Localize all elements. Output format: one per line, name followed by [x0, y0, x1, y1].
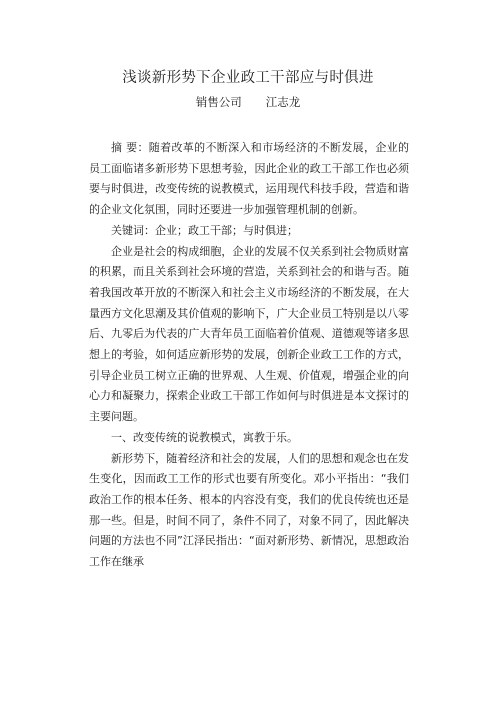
section-heading: 一、改变传统的说教模式，寓教于乐。 [111, 430, 298, 444]
author-name: 江志龙 [265, 95, 301, 109]
author-unit: 销售公司 [195, 95, 242, 109]
section-paragraph: 新形势下，随着经济和社会的发展，人们的思想和观念也在发生变化，因而政工工作的形式也要有所变化。邓小平指出：“我们政治工作的根本任务、根本的内容没有变，我们的优良传统也还是那一些。但是，时间不同了，条件不同了，对象不同了，因此解决问题的方法也不同”江泽民指出：“面对新形势、新情况，思想政治工作在继承 [89, 451, 409, 569]
document-title: 浅谈新形势下企业政工干部应与时俱进 [122, 70, 374, 86]
document-body [89, 138, 409, 573]
keywords-paragraph: 关键词：企业；政工干部；与时俱进； [111, 223, 298, 237]
intro-paragraph: 企业是社会的构成细胞，企业的发展不仅关系到社会物质财富的积累，而且关系到社会环境的营造，关系到社会的和谐与否。随着我国改革开放的不断深入和社会主义市场经济的不断发展，在大量西方文化思潮及其价值观的影响下，广大企业员工特别是以八零后、九零后为代表的广大青年员工面临着价值观、道德观等诸多思想上的考验，如何适应新形势的发展，创新企业政工工作的方式，引导企业员工树立正确的世界观、人生观、价值观，增强企业的向心力和凝聚力，探索企业政工干部工作如何与时俱进是本文探讨的主要问题。 [89, 244, 409, 424]
abstract-paragraph: 摘 要：随着改革的不断深入和市场经济的不断发展，企业的员工面临诸多新形势下思想考验，因此企业的政工干部工作也必须要与时俱进，改变传统的说教模式，运用现代科技手段，营造和谐的企业文化氛围，同时还要进一步加强管理机制的创新。 [89, 141, 409, 217]
byline [0, 94, 496, 110]
